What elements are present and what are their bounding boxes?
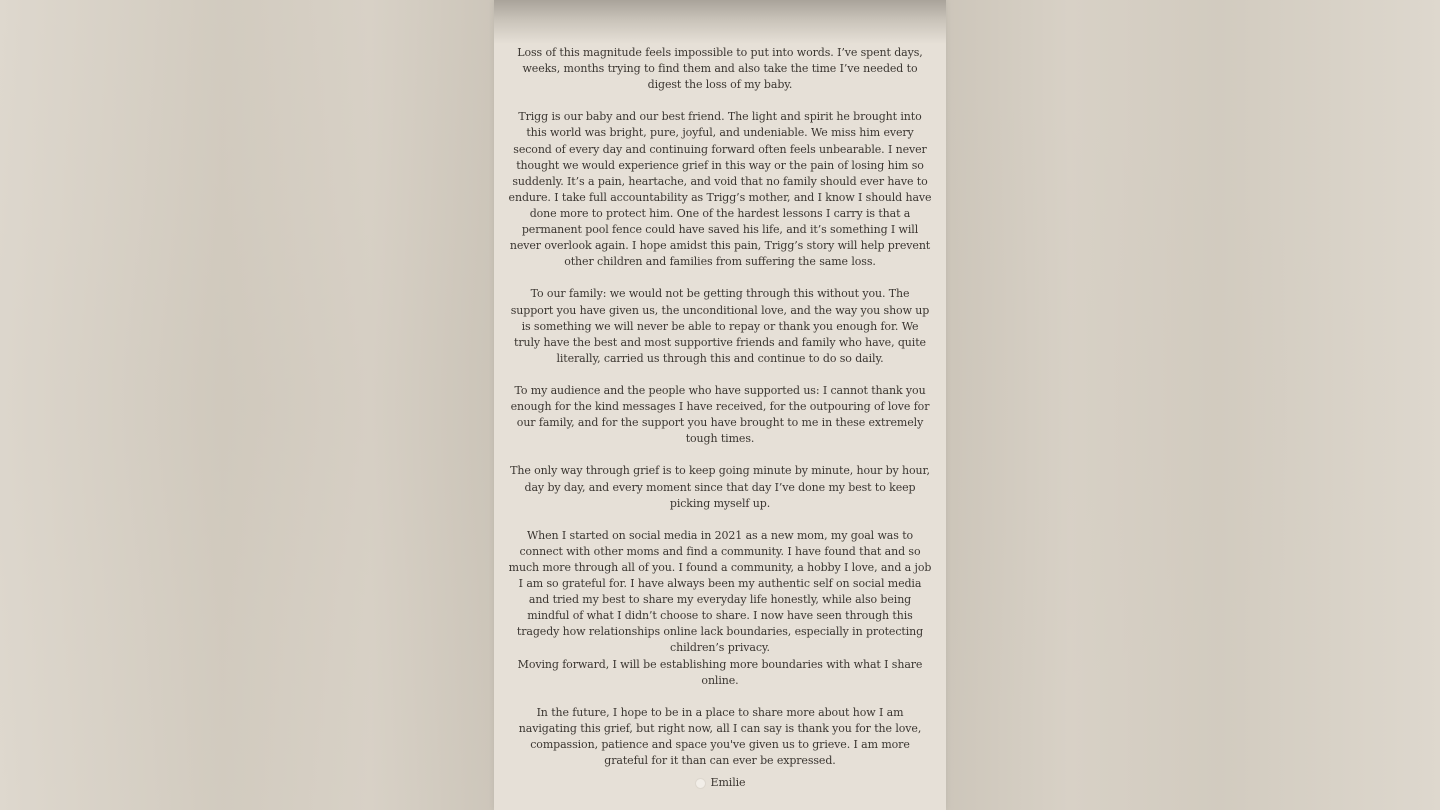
story-top-shade <box>494 0 946 44</box>
statement-text <box>508 45 932 791</box>
paragraph-5: The only way through grief is to keep going minute by minute, hour by hour, day by day, and every moment since that day I’ve done my best to keep picking myself up. <box>510 464 930 510</box>
paragraph-8: In the future, I hope to be in a place to share more about how I am navigating this grief, but right now, all I can say is thank you for the love, compassion, patience and space you've given us to grieve. I am more grateful for it than can ever be expressed. <box>518 705 922 768</box>
paragraph-3: To our family: we would not be getting through this without you. The support you have given us, the unconditional love, and the way you show up is something we will never be able to repay or thank you enough for. We truly have the best and most supportive friends and family who have, quite literally, carried us through this and continue to do so daily. <box>510 287 930 365</box>
story-card <box>494 0 946 810</box>
paragraph-1: Loss of this magnitude feels impossible to put into words. I’ve spent days, weeks, months trying to find them and also take the time I’ve needed to digest the loss of my baby. <box>517 46 923 92</box>
heart-icon <box>695 778 706 789</box>
signature-name: Emilie <box>710 776 746 790</box>
paragraph-2: Trigg is our baby and our best friend. The light and spirit he brought into this world was bright, pure, joyful, and undeniable. We miss him every second of every day and continuing forward often feels unbearable. I never thought we would experience grief in this way or the pain of losing him so suddenly. It’s a pain, heartache, and void that no family should ever have to endure. I take full accountability as Trigg’s mother, and I know I should have done more to protect him. One of the hardest lessons I carry is that a permanent pool fence could have saved his life, and it’s something I will never overlook again. I hope amidst this pain, Trigg’s story will help prevent other children and families from suffering the same loss. <box>508 110 932 269</box>
paragraph-4: To my audience and the people who have supported us: I cannot thank you enough for the kind messages I have received, for the outpouring of love for our family, and for the support you have brought to me in these extremely tough times. <box>510 383 930 446</box>
paragraph-7: Moving forward, I will be establishing more boundaries with what I share online. <box>517 657 923 687</box>
paragraph-6: When I started on social media in 2021 as a new mom, my goal was to connect with other moms and find a community. I have found that and so much more through all of you. I found a community, a hobby I love, and a job I am so grateful for. I have always been my authentic self on social media and tried my best to share my everyday life honestly, while also being mindful of what I didn’t choose to share. I now have seen through this tragedy how relationships online lack boundaries, especially in protecting children’s privacy. <box>508 528 932 655</box>
signature <box>508 775 932 791</box>
